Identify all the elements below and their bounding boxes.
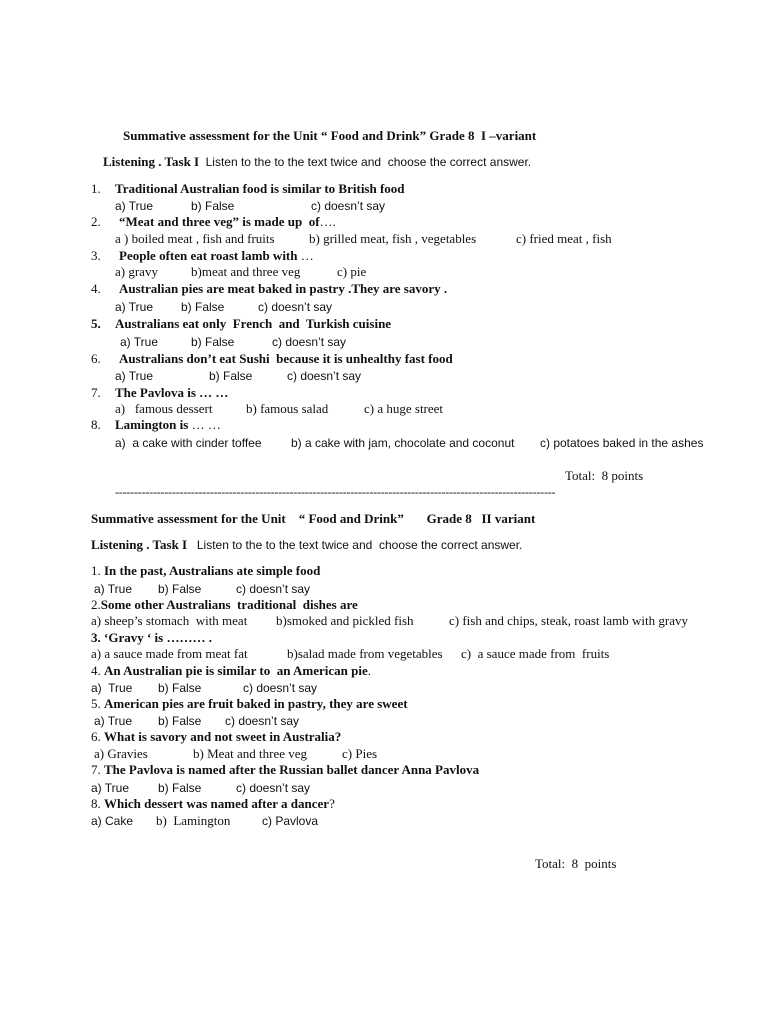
v2-q2-number: 2. [91, 597, 101, 612]
v1-q2-suffix: …. [319, 214, 336, 229]
v1-q3-number: 3. [91, 248, 101, 263]
v1-q4-option-b: b) False [181, 300, 225, 314]
v1-task-instruction: Listen to the to the text twice and choose the correct answer. [205, 155, 532, 169]
v1-q1-option-a: a) True [115, 199, 154, 213]
v1-q4-text: Australian pies are meat baked in pastry .They are savory . [119, 281, 448, 296]
v2-q7-text: The Pavlova is named after the Russian ballet dancer Anna Pavlova [104, 762, 480, 777]
v2-q5-number: 5. [91, 696, 101, 711]
v1-q3-option-c: c) pie [337, 264, 367, 279]
v1-q7-option-c: c) a huge street [364, 401, 444, 416]
v2-task-label: Listening . Task I [91, 537, 188, 552]
v1-q3-option-b: b)meat and three veg [191, 264, 301, 279]
v2-q5-line [91, 696, 408, 712]
v2-q8-option-a: a) Cake [91, 814, 134, 828]
v1-q1-text: Traditional Australian food is similar to British food [115, 181, 405, 196]
v1-q5-option-a: a) True [120, 335, 159, 349]
v2-total: Total: 8 points [535, 856, 617, 871]
v2-q8-suffix: ? [329, 796, 335, 811]
v1-total: Total: 8 points [565, 468, 644, 483]
v2-q2-option-b: b)smoked and pickled fish [276, 613, 414, 628]
v2-task-instruction: Listen to the to the text twice and choose the correct answer. [196, 538, 523, 552]
v1-q7-number: 7. [91, 385, 101, 400]
v1-q3-line [119, 248, 314, 264]
v2-q3-line [91, 630, 212, 646]
v1-q5-option-c: c) doesn’t say [272, 335, 347, 349]
v1-q6-number: 6. [91, 351, 101, 366]
v2-q3-number: 3. [91, 630, 101, 645]
v2-q6-line [91, 729, 341, 745]
v1-q4-option-c: c) doesn’t say [258, 300, 333, 314]
v2-q4-option-a: a) True [91, 681, 133, 695]
v2-q8-line [91, 796, 335, 812]
v1-q8-number: 8. [91, 417, 101, 432]
v2-q4-suffix: . [367, 663, 371, 678]
v1-q6-option-c: c) doesn’t say [287, 369, 362, 383]
v2-q8-text: Which dessert was named after a dancer [104, 796, 330, 811]
v2-task-line [91, 537, 522, 553]
v1-q8-suffix: … … [188, 417, 221, 432]
v1-q2-option-b: b) grilled meat, fish , vegetables [309, 231, 477, 246]
v2-q5-option-a: a) True [94, 714, 133, 728]
v1-q1-number: 1. [91, 181, 101, 196]
v2-q5-text: American pies are fruit baked in pastry, they are sweet [104, 696, 408, 711]
v1-q2-option-a: a ) boiled meat , fish and fruits [115, 231, 275, 246]
v2-title: Summative assessment for the Unit “ Food and Drink” Grade 8 II variant [91, 511, 536, 526]
v2-q3-text: ‘Gravy ‘ is ……… . [104, 630, 212, 645]
v1-q6-option-a: a) True [115, 369, 154, 383]
v1-q8-option-a: a) a cake with cinder toffee [115, 436, 262, 450]
v1-q7-option-a: a) famous dessert [115, 401, 213, 416]
v2-q6-option-b: b) Meat and three veg [193, 746, 308, 761]
v1-q2-option-c: c) fried meat , fish [516, 231, 612, 246]
v2-q4-option-c: c) doesn’t say [243, 681, 318, 695]
v2-q7-option-c: c) doesn’t say [236, 781, 311, 795]
v2-q3-option-a: a) a sauce made from meat fat [91, 646, 248, 661]
v2-q3-option-c: c) a sauce made from fruits [461, 646, 610, 661]
v1-q4-number: 4. [91, 281, 101, 296]
v2-q2-option-c: c) fish and chips, steak, roast lamb with gravy [449, 613, 688, 628]
v2-q8-number: 8. [91, 796, 101, 811]
v2-q1-option-a: a) True [94, 582, 133, 596]
v2-q4-number: 4. [91, 663, 101, 678]
v2-q7-number: 7. [91, 762, 101, 777]
v1-q3-suffix: … [297, 248, 314, 263]
v1-q2-number: 2. [91, 214, 101, 229]
v1-q4-option-a: a) True [115, 300, 154, 314]
v1-q6-text: Australians don’t eat Sushi because it is unhealthy fast food [119, 351, 453, 366]
v1-q8-option-c: c) potatoes baked in the ashes [540, 436, 704, 450]
v2-q7-option-b: b) False [158, 781, 202, 795]
v2-q7-option-a: a) True [91, 781, 130, 795]
v1-q5-number: 5. [91, 316, 101, 331]
v1-title: Summative assessment for the Unit “ Food and Drink” Grade 8 I –variant [123, 128, 537, 143]
v1-q8-option-b: b) a cake with jam, chocolate and coconut [291, 436, 515, 450]
v2-q2-option-a: a) sheep’s stomach with meat [91, 613, 248, 628]
v1-q5-text: Australians eat only French and Turkish cuisine [115, 316, 392, 331]
v2-q4-text: An Australian pie is similar to an American pie [104, 663, 368, 678]
v2-q3-option-b: b)salad made from vegetables [287, 646, 443, 661]
v2-q8-option-b: b) Lamington [156, 813, 231, 828]
v1-q2-line [119, 214, 336, 230]
v2-q1-number: 1. [91, 563, 101, 578]
v1-q1-option-b: b) False [191, 199, 235, 213]
v1-q6-option-b: b) False [209, 369, 253, 383]
v1-q7-option-b: b) famous salad [246, 401, 329, 416]
v2-q6-text: What is savory and not sweet in Australia? [104, 729, 342, 744]
v1-q5-option-b: b) False [191, 335, 235, 349]
v2-q2-line [91, 597, 358, 613]
v1-q3-option-a: a) gravy [115, 264, 158, 279]
v1-task-line [103, 154, 531, 170]
v2-q4-line [91, 663, 371, 679]
v2-q8-option-c: c) Pavlova [262, 814, 319, 828]
v1-q3-text: People often eat roast lamb with [119, 248, 298, 263]
v1-q8-line [115, 417, 221, 433]
v2-q1-line [91, 563, 320, 579]
v2-q5-option-b: b) False [158, 714, 202, 728]
v2-q1-option-c: c) doesn’t say [236, 582, 311, 596]
v2-q6-option-a: a) Gravies [94, 746, 148, 761]
v2-q5-option-c: c) doesn’t say [225, 714, 300, 728]
section-divider: -------------------------------------------------------------------------------------------------------------------- [115, 485, 556, 499]
v1-task-label: Listening . Task I [103, 154, 200, 169]
v2-q1-option-b: b) False [158, 582, 202, 596]
v1-q2-text: “Meat and three veg” is made up of [119, 214, 320, 229]
v2-q1-text: In the past, Australians ate simple food [104, 563, 321, 578]
v1-q7-text: The Pavlova is … … [115, 385, 229, 400]
v1-q8-text: Lamington is [115, 417, 189, 432]
v2-q6-option-c: c) Pies [342, 746, 378, 761]
v2-q7-line [91, 762, 479, 778]
v2-q2-text: Some other Australians traditional dishes are [100, 597, 358, 612]
v1-q1-option-c: c) doesn’t say [311, 199, 386, 213]
v2-q4-option-b: b) False [158, 681, 202, 695]
v2-q6-number: 6. [91, 729, 101, 744]
